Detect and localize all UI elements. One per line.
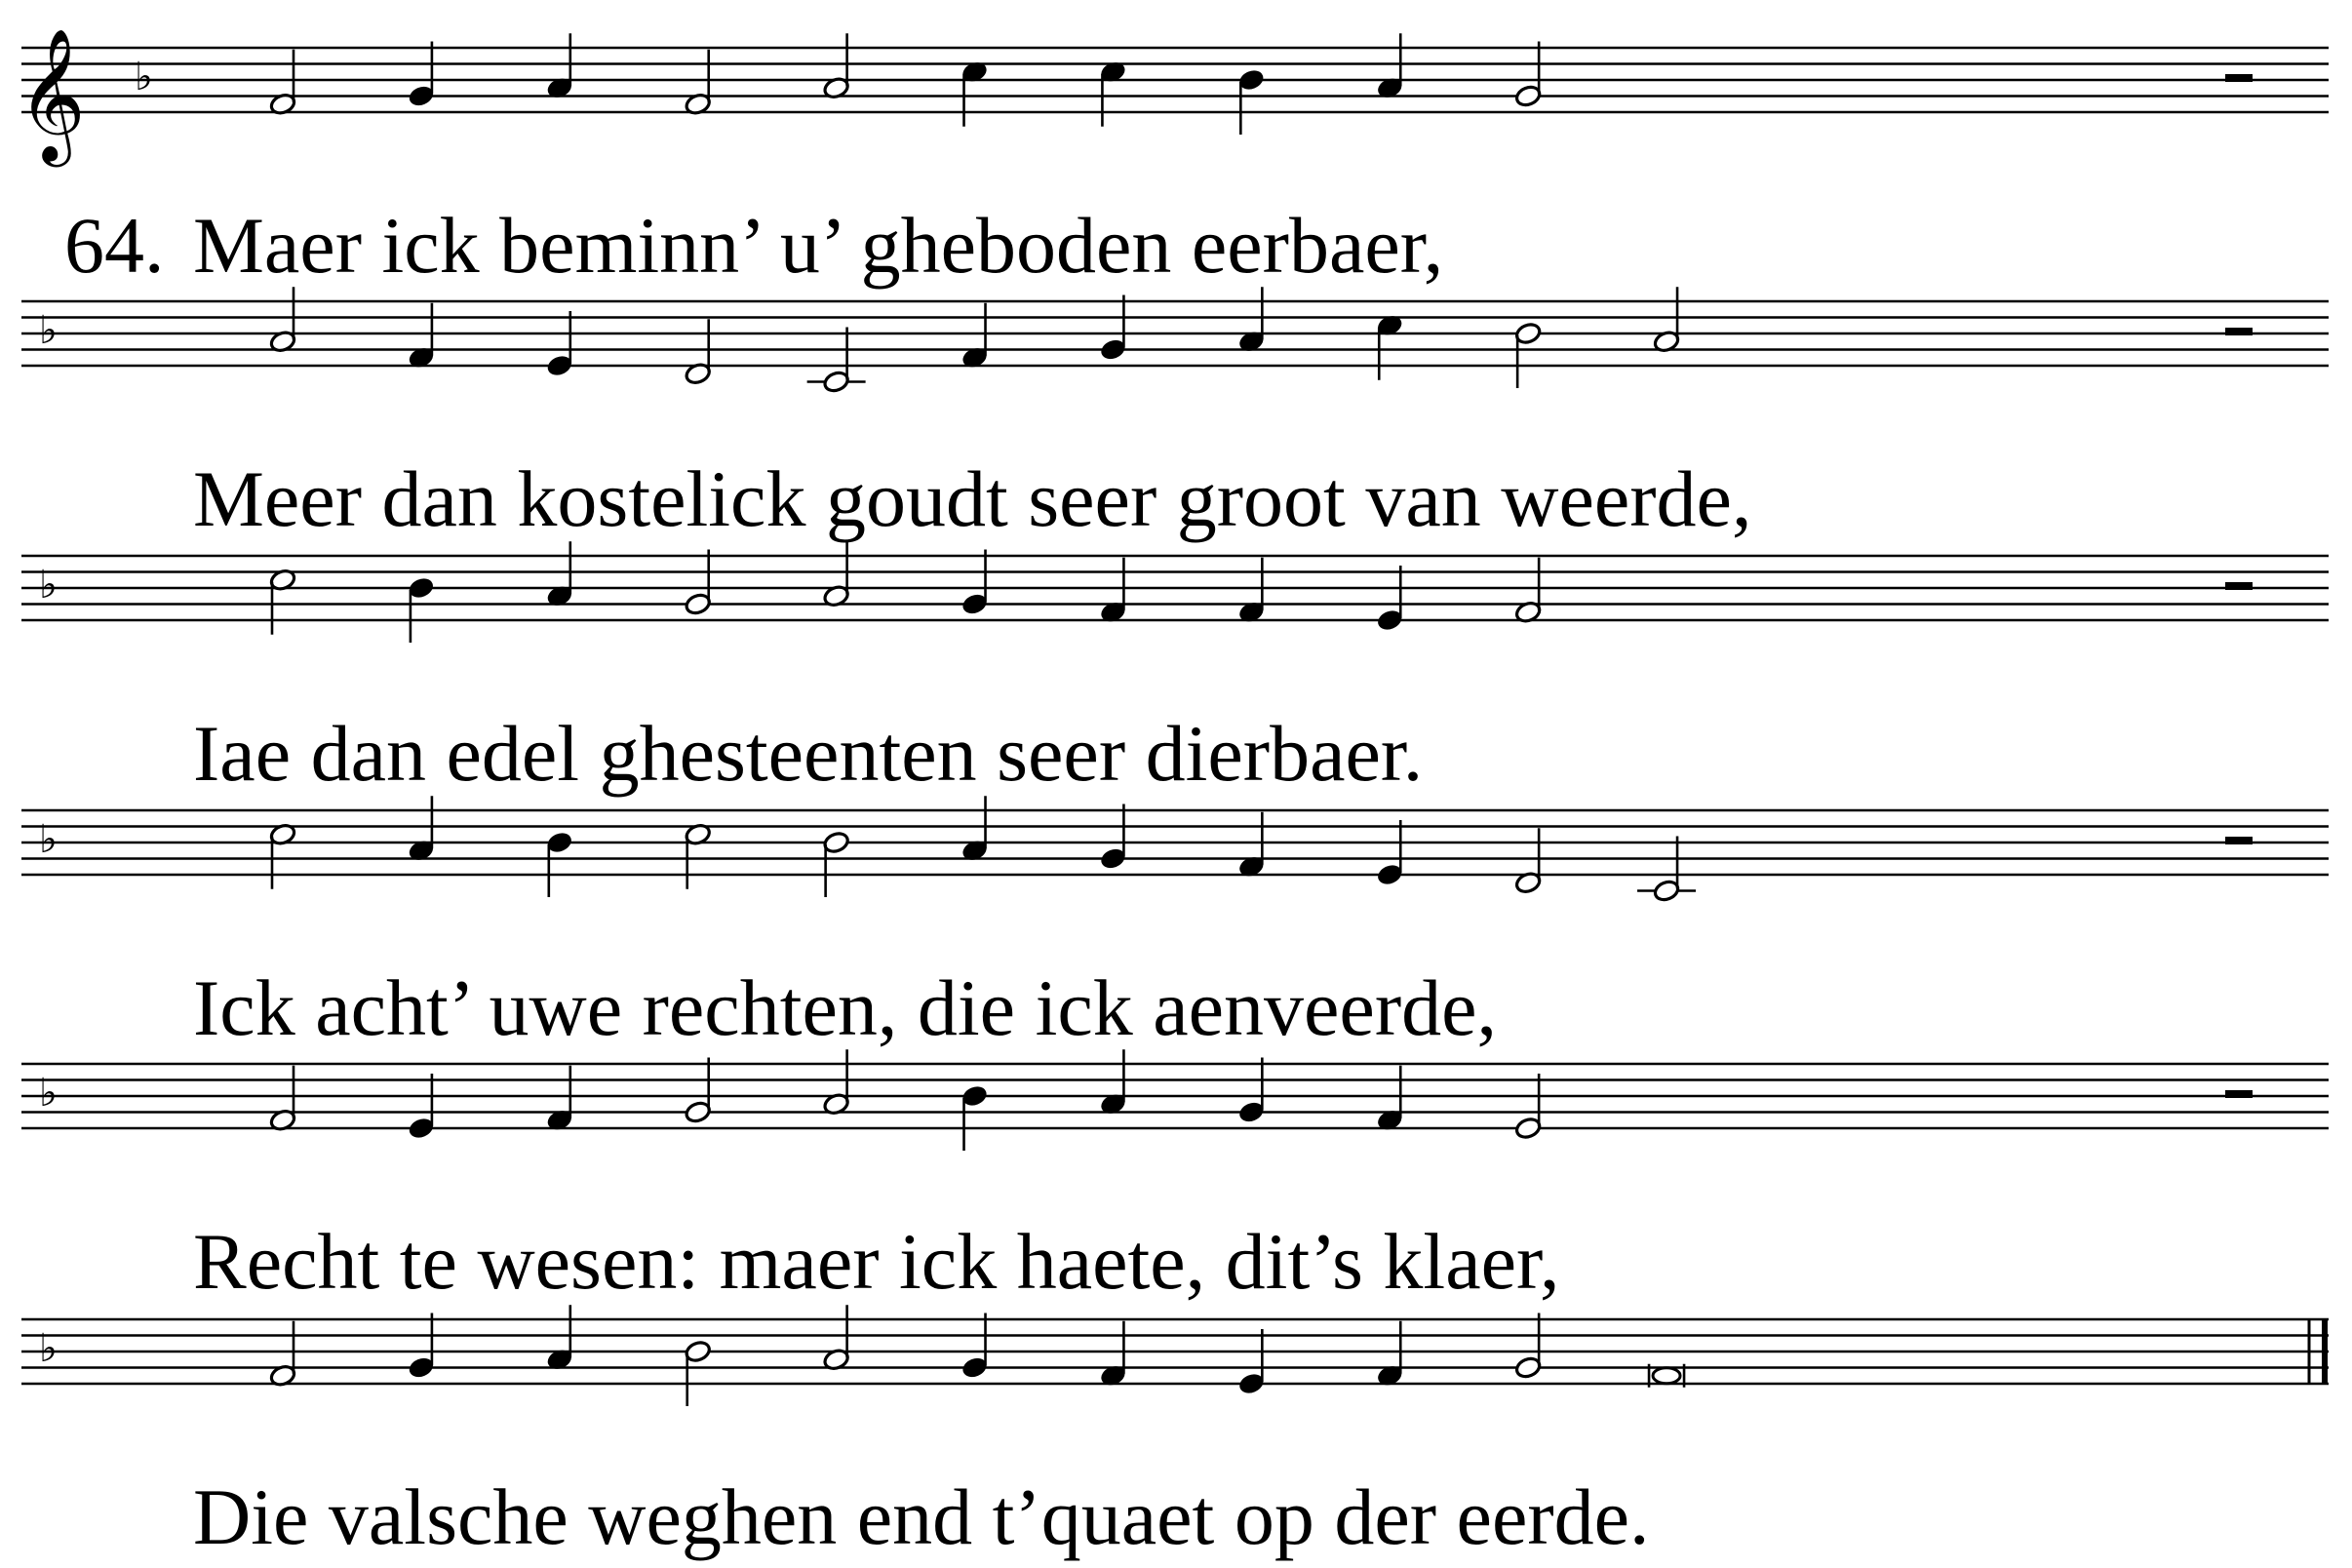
- note-A4-quarter: [545, 1305, 573, 1371]
- note-E4-quarter: [408, 1074, 436, 1140]
- note-G4-quarter: [1099, 295, 1127, 362]
- note-G4-quarter: [1237, 1058, 1266, 1124]
- system-1: [18, 26, 2329, 290]
- note-F4-half: [684, 50, 712, 116]
- note-C4-half: [807, 328, 866, 394]
- note-Bb4-half: [684, 1340, 712, 1406]
- note-A4-half: [1653, 287, 1681, 353]
- flat-sign-icon: ♭: [39, 1071, 58, 1116]
- system-3: [21, 541, 2329, 798]
- half-rest-icon: [2225, 1090, 2253, 1098]
- system-4: [21, 796, 2329, 1052]
- treble-clef-icon: 𝄞: [18, 26, 86, 161]
- note-G4-quarter: [960, 1313, 989, 1380]
- system-5: [21, 1049, 2329, 1306]
- note-Bb4-half: [822, 831, 850, 897]
- half-rest-icon: [2225, 328, 2253, 335]
- note-C4-half: [1637, 837, 1696, 903]
- note-F4-quarter: [545, 1066, 573, 1132]
- note-F4-quarter: [1376, 1066, 1404, 1132]
- note-G4-quarter: [408, 42, 436, 108]
- note-F4-quarter: [1099, 558, 1127, 624]
- note-G4-quarter: [1099, 804, 1127, 871]
- note-Bb4-half: [1514, 322, 1543, 388]
- note-A4-quarter: [1237, 287, 1266, 353]
- note-A4-half: [822, 541, 850, 608]
- note-F4-half: [1514, 558, 1543, 624]
- note-C5-half: [269, 822, 297, 888]
- note-F4-half: [269, 1066, 297, 1132]
- half-rest-icon: [2225, 74, 2253, 82]
- lyric-line-3: Iae dan edel ghesteenten seer dierbaer.: [193, 709, 1424, 798]
- note-D4-half: [684, 319, 712, 385]
- lyric-line-2: Meer dan kostelick goudt seer groot van weerde,: [193, 454, 1752, 543]
- note-G4-half: [684, 1058, 712, 1124]
- note-F4-quarter: [1099, 1321, 1127, 1388]
- flat-sign-icon: ♭: [135, 55, 153, 99]
- note-G4-half: [1514, 1313, 1543, 1380]
- flat-sign-icon: ♭: [39, 563, 58, 608]
- lyric-line-6: Die valsche weghen end t’quaet op der eerde.: [193, 1472, 1650, 1561]
- note-Bb4-quarter: [960, 1084, 989, 1151]
- lyric-line-4: Ick acht’ uwe rechten, die ick aenveerde,: [193, 963, 1498, 1052]
- note-A4-half: [822, 1305, 850, 1371]
- note-F4-quarter: [408, 303, 436, 370]
- note-Bb4-quarter: [408, 576, 436, 643]
- note-A4-half: [822, 33, 850, 99]
- lyric-line-5: Recht te wesen: maer ick haete, dit’s klaer,: [193, 1217, 1560, 1306]
- note-E4-quarter: [1376, 566, 1404, 632]
- system-6: [21, 1305, 2329, 1561]
- half-rest-icon: [2225, 837, 2253, 844]
- flat-sign-icon: ♭: [39, 308, 58, 353]
- note-F4-quarter: [960, 303, 989, 370]
- note-F4-quarter: [1237, 812, 1266, 879]
- flat-sign-icon: ♭: [39, 817, 58, 862]
- note-F4-quarter: [1237, 558, 1266, 624]
- lyric-line-1: Maer ick beminn’ u’ gheboden eerbaer,: [193, 201, 1444, 290]
- note-A4-quarter: [960, 796, 989, 862]
- note-C5-half: [269, 568, 297, 634]
- note-A4-quarter: [545, 541, 573, 608]
- note-A4-half: [822, 1049, 850, 1116]
- note-G4-half: [684, 550, 712, 616]
- note-C5-quarter: [1099, 59, 1127, 126]
- half-rest-icon: [2225, 582, 2253, 590]
- system-2: [21, 287, 2329, 543]
- note-A4-quarter: [1099, 1049, 1127, 1116]
- note-E4-quarter: [1376, 820, 1404, 886]
- note-G4-half: [1514, 42, 1543, 108]
- note-C5-quarter: [1376, 313, 1404, 379]
- note-F4-half: [269, 1321, 297, 1388]
- note-D4-half: [1514, 828, 1543, 894]
- note-F4-half: [269, 50, 297, 116]
- note-F4-quarter: [1376, 1321, 1404, 1388]
- flat-sign-icon: ♭: [39, 1326, 58, 1371]
- note-G4-quarter: [960, 550, 989, 616]
- note-C5-half: [684, 822, 712, 888]
- note-Bb4-quarter: [545, 831, 573, 897]
- note-A4-quarter: [1376, 33, 1404, 99]
- verse-number: 64.: [64, 201, 165, 290]
- note-E4-quarter: [545, 311, 573, 377]
- note-E4-half: [1514, 1074, 1543, 1140]
- note-A4-quarter: [545, 33, 573, 99]
- note-Bb4-quarter: [1237, 68, 1266, 135]
- note-C5-quarter: [960, 59, 989, 126]
- note-E4-quarter: [1237, 1329, 1266, 1395]
- note-A4-half: [269, 287, 297, 353]
- note-A4-quarter: [408, 796, 436, 862]
- note-G4-quarter: [408, 1313, 436, 1380]
